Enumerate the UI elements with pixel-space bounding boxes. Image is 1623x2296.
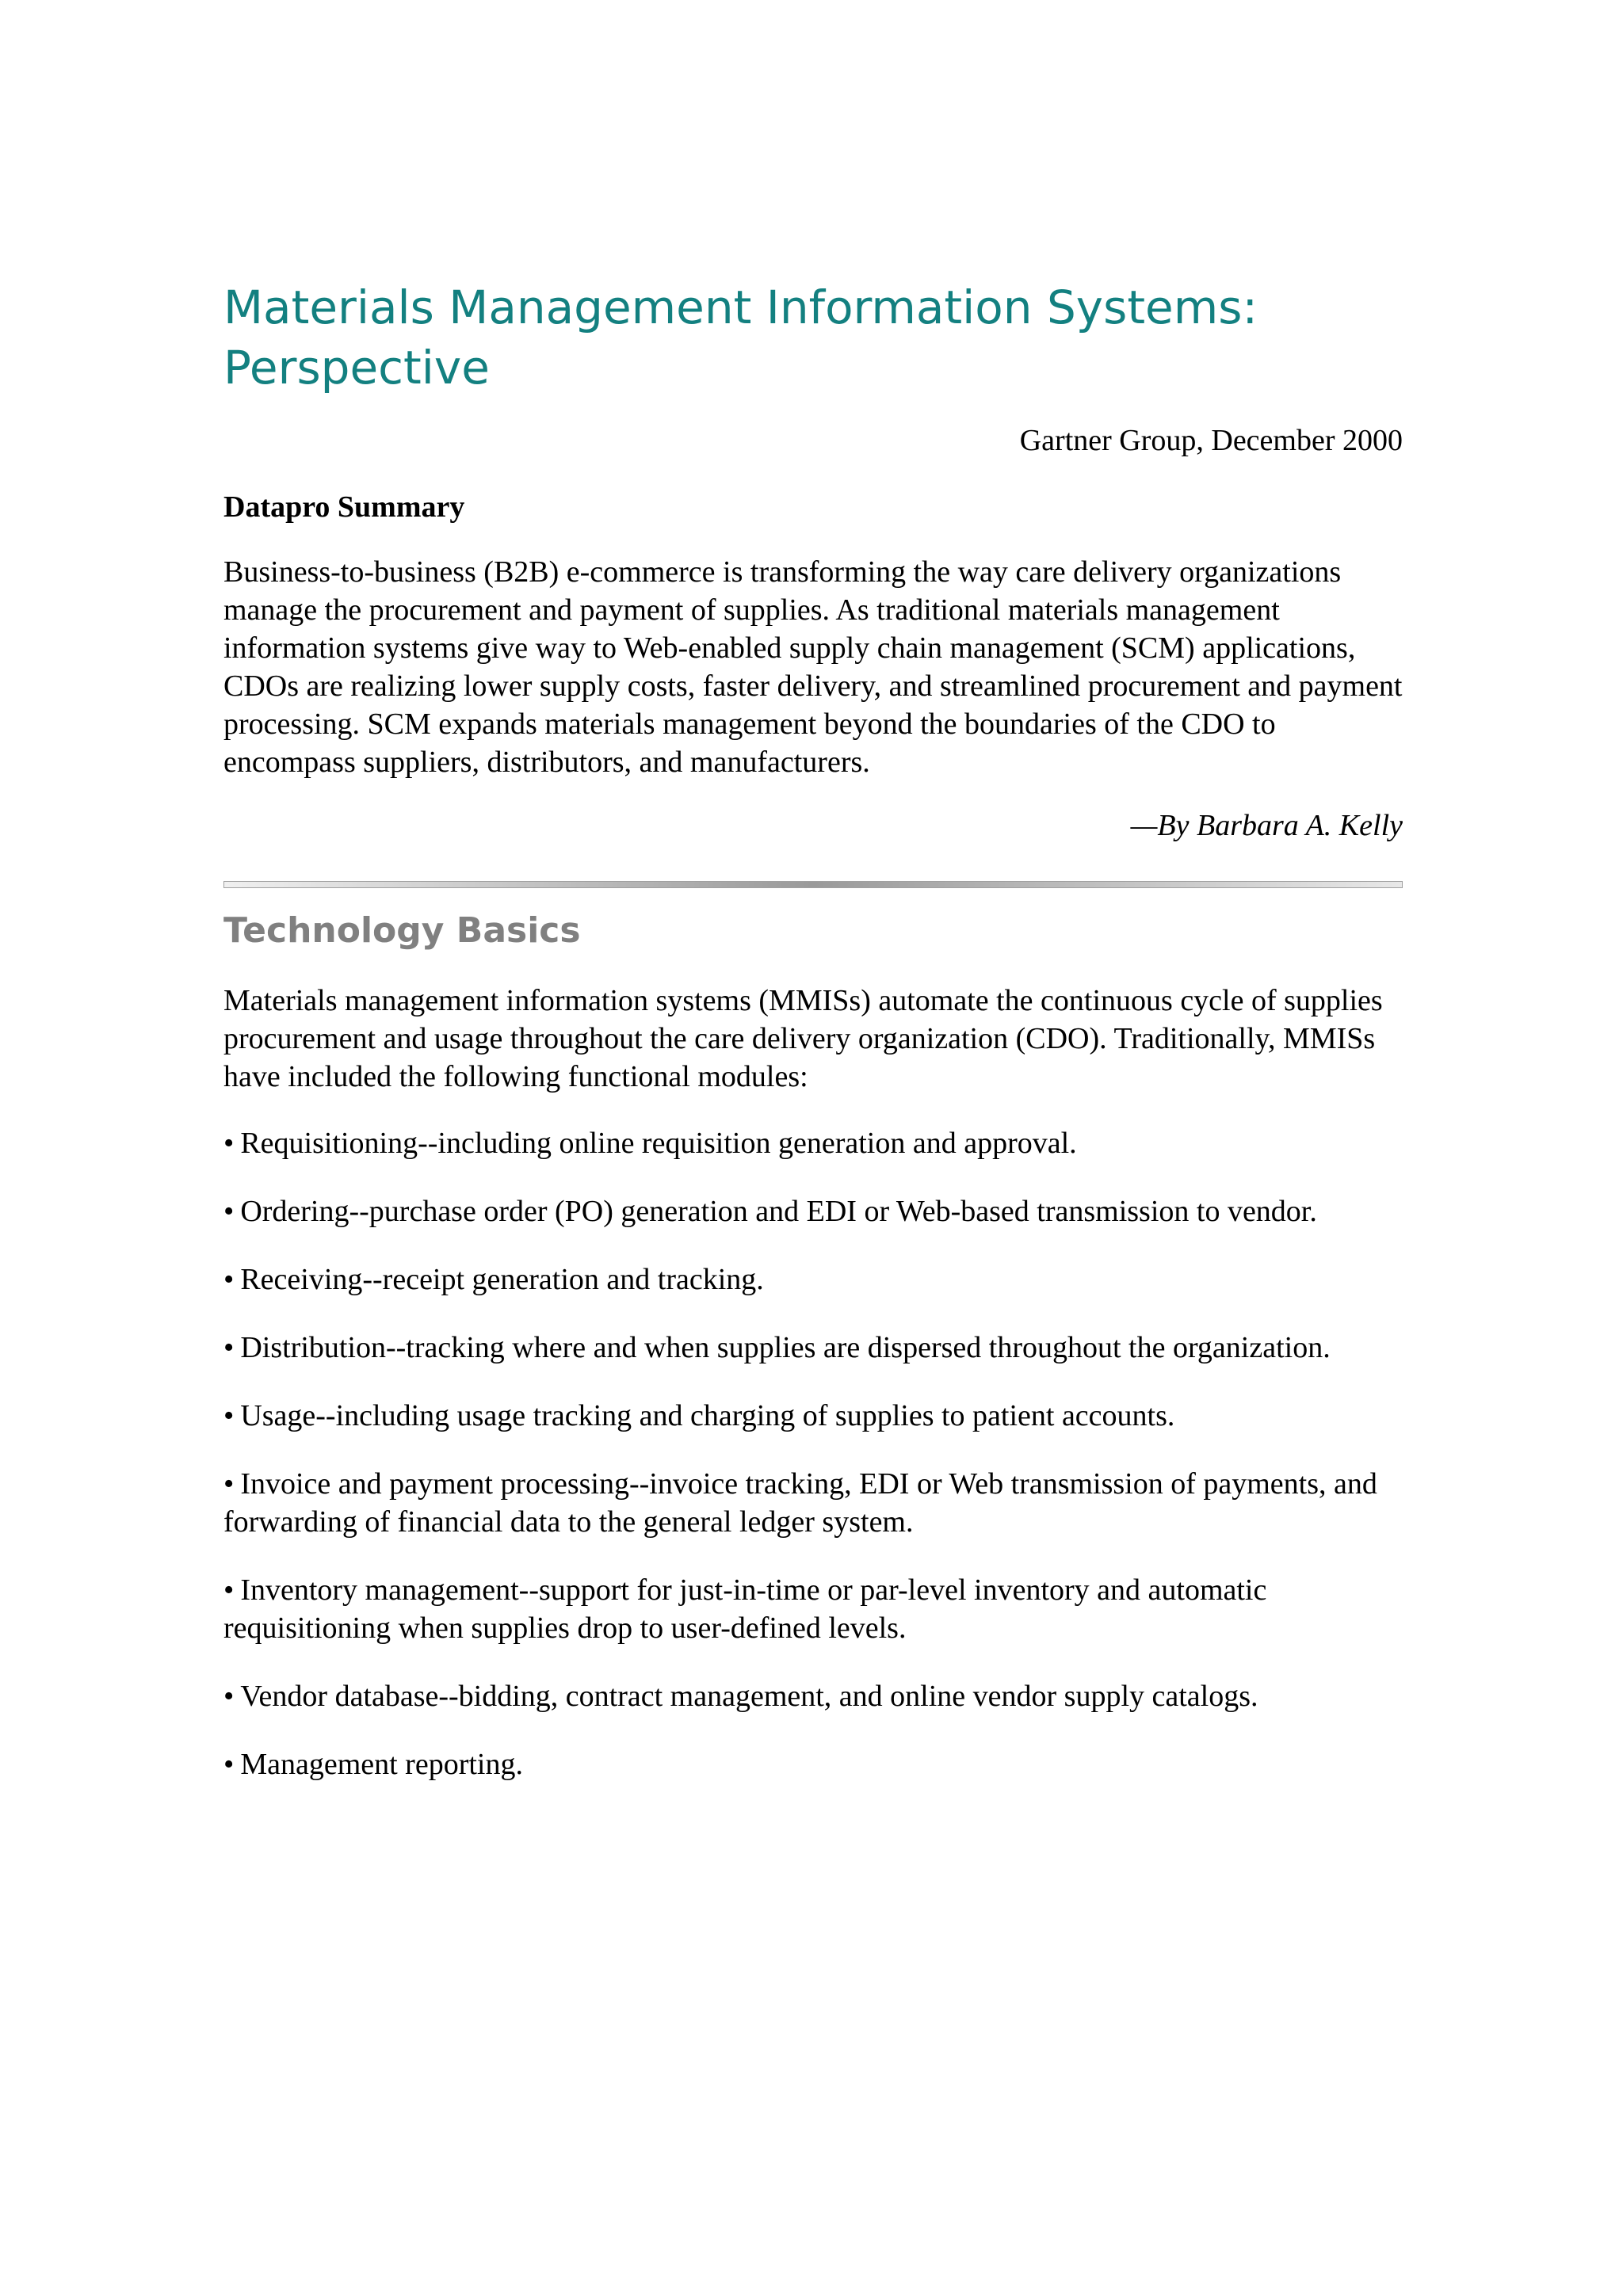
bullet-icon: • [223,1331,235,1364]
author-byline: —By Barbara A. Kelly [1130,809,1403,842]
list-item [223,1571,1403,1647]
list-item [223,1745,1403,1783]
list-item-text: Inventory management--support for just-in-time or par-level inventory and automatic requisitioning when supplies drop to user-defined levels. [223,1573,1267,1645]
list-item [223,1124,1403,1162]
summary-paragraph: Business-to-business (B2B) e-commerce is transforming the way care delivery organizations manage the procurement and payment of supplies. As traditional materials management information systems give way to Web-enabled supply chain management (SCM) applications, CDOs are realizing lower supply costs, faster delivery, and streamlined procurement and payment processing. SCM expands materials management beyond the boundaries of the CDO to encompass suppliers, distributors, and manufacturers. [223,555,1403,779]
module-list [223,1124,1403,1783]
list-item-text: Receiving--receipt generation and tracking. [240,1263,764,1296]
source-attribution: Gartner Group, December 2000 [1019,424,1403,457]
list-item-text: Invoice and payment processing--invoice tracking, EDI or Web transmission of payments, and forwarding of financial data to the general ledger system. [223,1467,1377,1539]
bullet-icon: • [223,1399,235,1432]
list-item-text: Ordering--purchase order (PO) generation and EDI or Web-based transmission to vendor. [240,1195,1317,1228]
bullet-icon: • [223,1573,235,1607]
bullet-icon: • [223,1263,235,1296]
section-divider [223,881,1403,888]
list-item [223,1465,1403,1541]
list-item [223,1329,1403,1367]
document-title: Materials Management Information Systems: Perspective [223,280,1258,395]
bullet-icon: • [223,1127,235,1160]
list-item-text: Usage--including usage tracking and charging of supplies to patient accounts. [240,1399,1175,1432]
list-item-text: Requisitioning--including online requisition generation and approval. [240,1127,1077,1160]
list-item [223,1677,1403,1715]
list-item [223,1192,1403,1230]
summary-heading: Datapro Summary [223,490,465,524]
list-item-text: Vendor database--bidding, contract management, and online vendor supply catalogs. [240,1680,1258,1713]
section-heading: Technology Basics [223,910,581,951]
document-page [223,277,1403,1783]
bullet-icon: • [223,1467,235,1501]
list-item [223,1397,1403,1435]
bullet-icon: • [223,1680,235,1713]
list-item [223,1261,1403,1299]
bullet-icon: • [223,1748,235,1781]
bullet-icon: • [223,1195,235,1228]
section-intro-paragraph: Materials management information systems (MMISs) automate the continuous cycle of supplies procurement and usage throughout the care delivery organization (CDO). Traditionally, MMISs have included the following functional modules: [223,984,1383,1093]
list-item-text: Distribution--tracking where and when supplies are dispersed throughout the organization. [240,1331,1331,1364]
list-item-text: Management reporting. [240,1748,523,1781]
